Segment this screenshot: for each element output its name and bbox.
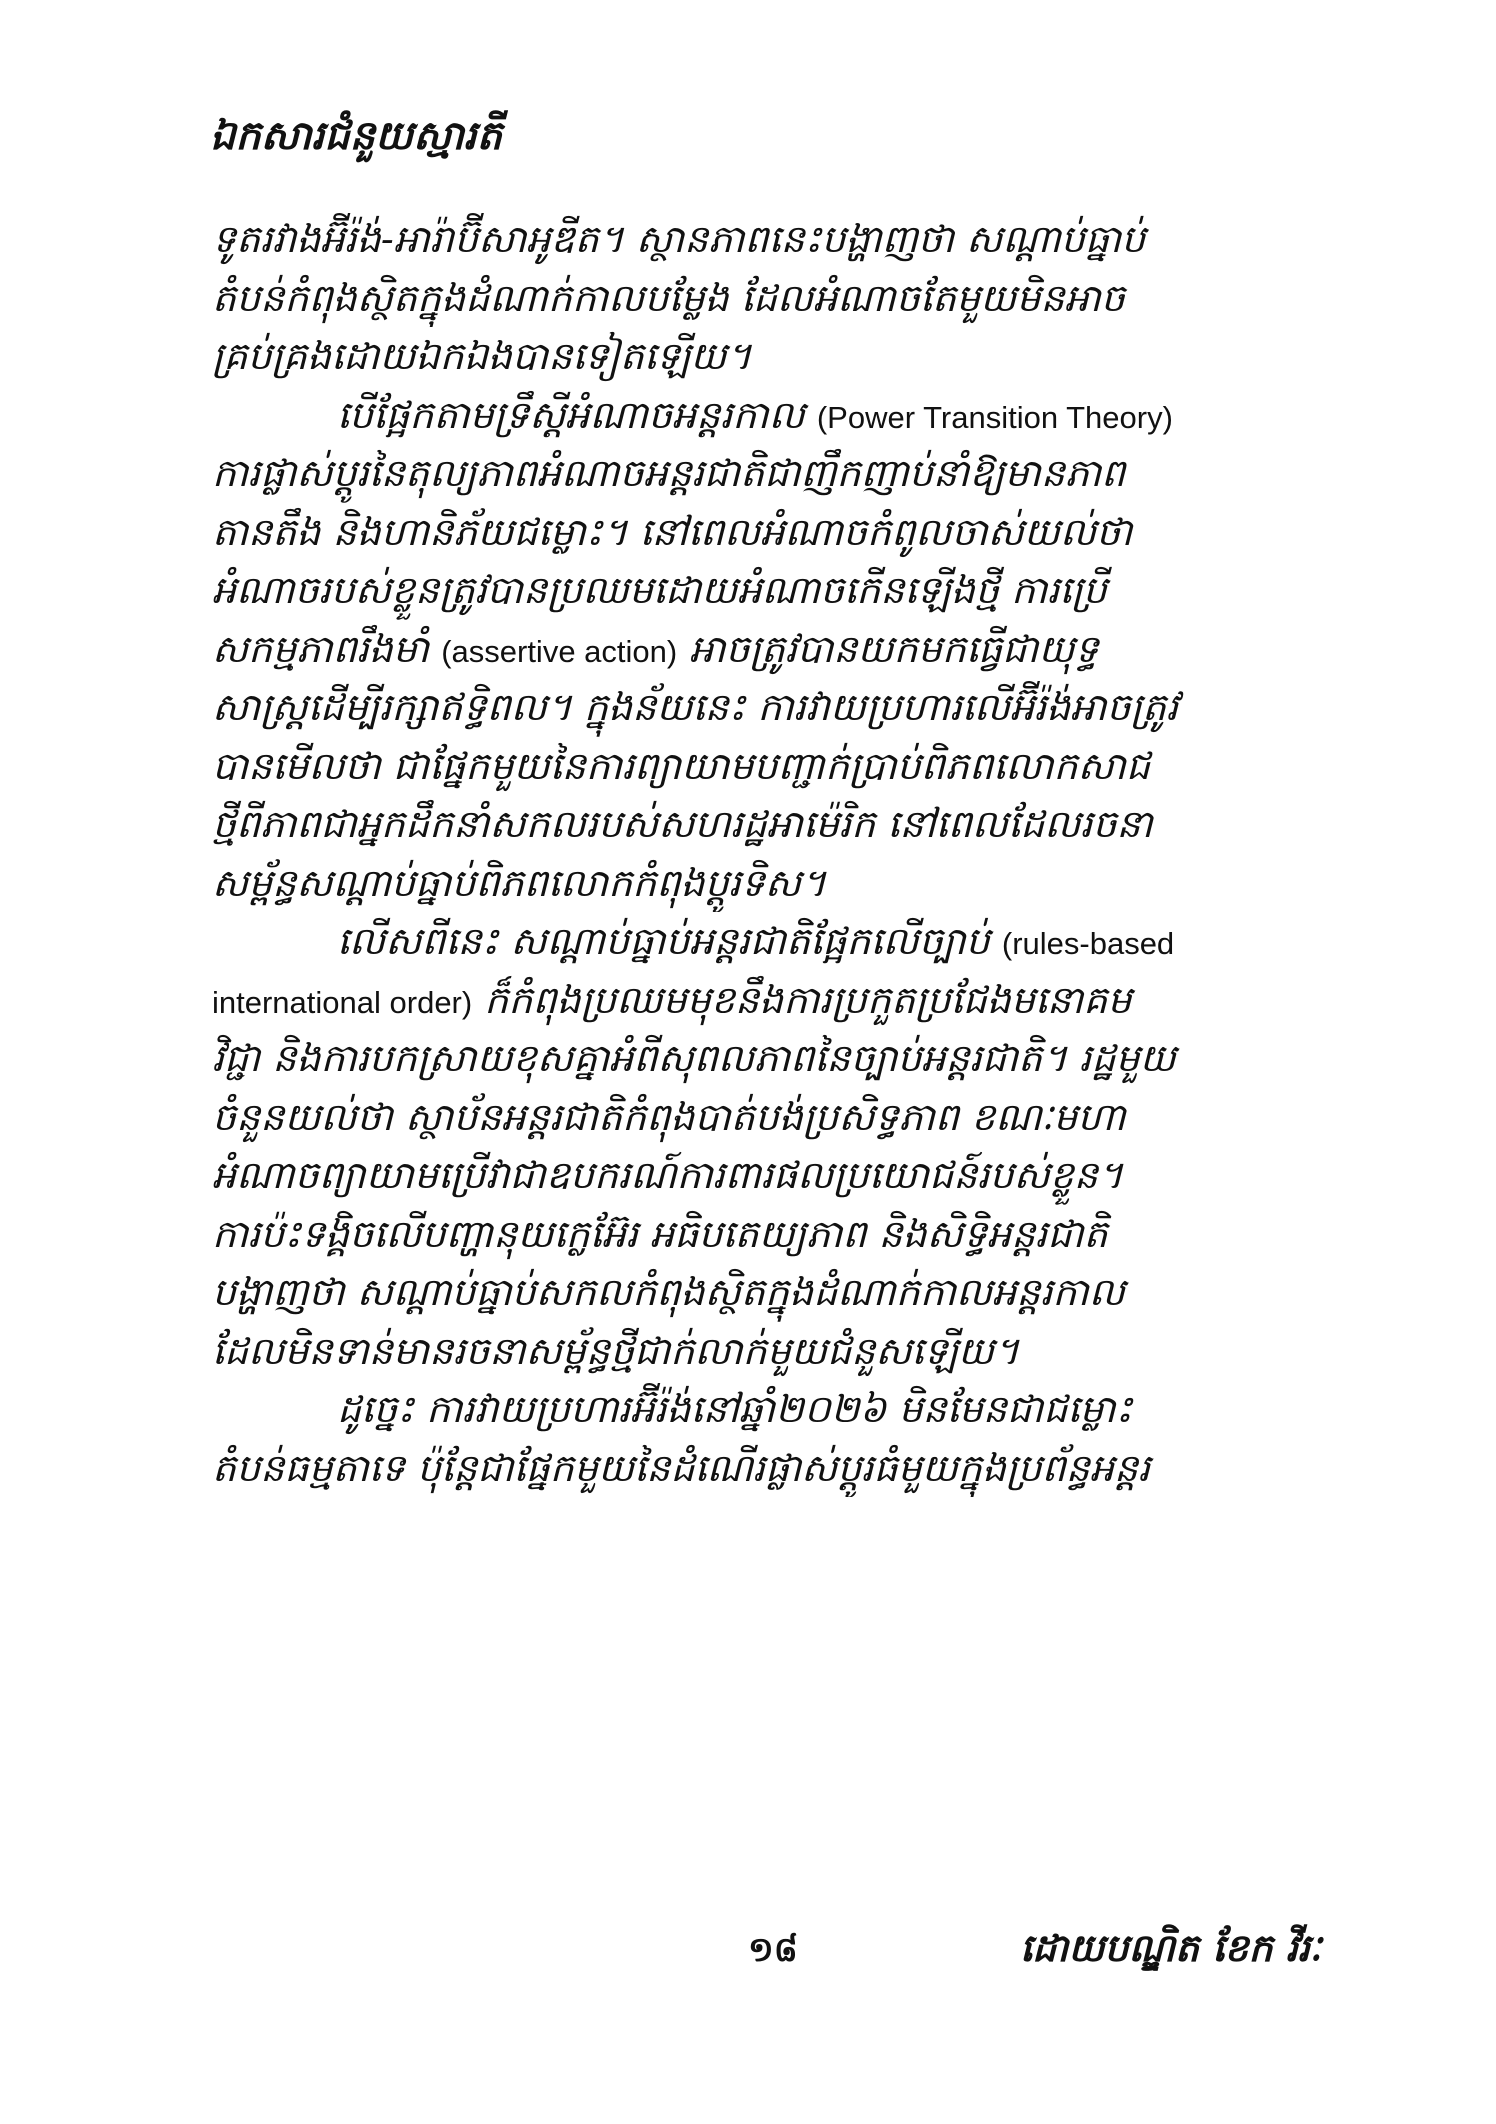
latin-term: international order): [212, 984, 473, 1020]
text-line: ចំនួនយល់ថា ស្ថាប័នអន្តរជាតិកំពុងបាត់បង់ប្រសិទ្ធភាព ខណៈមហា: [212, 1094, 1126, 1139]
text-line: គ្រប់គ្រងដោយឯកឯងបានទៀតឡើយ។: [212, 334, 752, 378]
text-line: បង្ហាញថា សណ្តាប់ធ្នាប់សកលកំពុងស្ថិតក្នុងដំណាក់កាលអន្តរកាល: [212, 1270, 1125, 1314]
text-line: បានមើលថា ជាផ្នែកមួយនៃការព្យាយាមបញ្ជាក់ប្រាប់ពិភពលោកសាជ: [212, 743, 1150, 788]
text-line: វិជ្ជា និងការបកស្រាយខុសគ្នាអំពីសុពលភាពនៃច្បាប់អន្តរជាតិ។ រដ្ឋមួយ: [212, 1036, 1176, 1080]
author-credit: ដោយបណ្ឌិត ខែក វីរៈ: [1020, 1926, 1322, 1970]
latin-term: (assertive action): [441, 633, 678, 669]
latin-term: (Power Transition Theory): [816, 399, 1173, 435]
text-fragment: លើសពីនេះ សណ្តាប់ធ្នាប់អន្តរជាតិផ្អែកលើច្បាប់: [337, 919, 990, 963]
text-fragment: បើផ្អែកតាមទ្រឹស្តីអំណាចអន្តរកាល: [337, 392, 805, 437]
text-line: ថ្មីពីភាពជាអ្នកដឹកនាំសកលរបស់សហរដ្ឋអាម៉េរិក នៅពេលដែលរចនា: [212, 802, 1153, 846]
text-line: ដែលមិនទាន់មានរចនាសម្ព័ន្ធថ្មីជាក់លាក់មួយជំនួសឡើយ។: [212, 1328, 1020, 1373]
text-line: សម្ព័ន្ធសណ្តាប់ធ្នាប់ពិភពលោកកំពុងប្តូរទិស។: [212, 860, 827, 905]
text-line: ទូតរវាងអ៊ីរ៉ង់-អារ៉ាប៊ីសាអូឌីត។ ស្ថានភាពនេះបង្ហាញថា សណ្តាប់ធ្នាប់: [212, 217, 1146, 261]
text-line: សាស្ត្រដើម្បីរក្សាឥទ្ធិពល។ ក្នុងន័យនេះ ការវាយប្រហារលើអ៊ីរ៉ង់អាចត្រូវ: [212, 685, 1179, 729]
text-line: តំបន់កំពុងស្ថិតក្នុងដំណាក់កាលបម្លែង ដែលអំណាចតែមួយមិនអាច: [212, 275, 1125, 320]
text-fragment: ក៏កំពុងប្រឈមមុខនឹងការប្រកួតប្រជែងមនោគម: [484, 977, 1132, 1022]
text-line: [212, 620, 1324, 679]
running-header: ឯកសារជំនួយស្មារតី: [210, 113, 502, 159]
latin-term: (rules-based: [1001, 926, 1175, 961]
page-number: ១៨: [748, 1930, 798, 1970]
text-line: អំណាចព្យាយាមប្រើវាជាឧបករណ៍ការពារផលប្រយោជន៍របស់ខ្លួន។: [212, 1153, 1124, 1197]
text-fragment: អាចត្រូវបានយកមកធ្វើជាយុទ្ធ: [689, 626, 1099, 671]
body-text: [212, 210, 1324, 1497]
text-line: [212, 912, 1324, 971]
text-line: ការប៉ះទង្គិចលើបញ្ហានុយក្លេអ៊ែរ អធិបតេយ្យភាព និងសិទ្ធិអន្តរជាតិ: [212, 1211, 1108, 1256]
text-line: [212, 386, 1324, 445]
text-line: [212, 971, 1324, 1030]
text-fragment: សកម្មភាពរឹងមាំ: [212, 626, 430, 671]
text-line: អំណាចរបស់ខ្លួនត្រូវបានប្រឈមដោយអំណាចកើនឡើងថ្មី ការប្រើ: [212, 568, 1107, 612]
text-line: តំបន់ធម្មតាទេ ប៉ុន្តែជាផ្នែកមួយនៃដំណើរផ្លាស់ប្តូរធំមួយក្នុងប្រព័ន្ធអន្តរ: [212, 1445, 1151, 1490]
text-line: ដូច្នេះ ការវាយប្រហារអ៊ីរ៉ង់នៅឆ្នាំ២០២៦ មិនមែនជាជម្លោះ: [337, 1387, 1133, 1431]
text-line: តានតឹង និងហានិភ័យជម្លោះ។ នៅពេលអំណាចកំពូលចាស់យល់ថា: [212, 509, 1133, 554]
text-line: ការផ្លាស់ប្តូរនៃតុល្យភាពអំណាចអន្តរជាតិជាញឹកញាប់នាំឱ្យមានភាព: [212, 451, 1126, 495]
